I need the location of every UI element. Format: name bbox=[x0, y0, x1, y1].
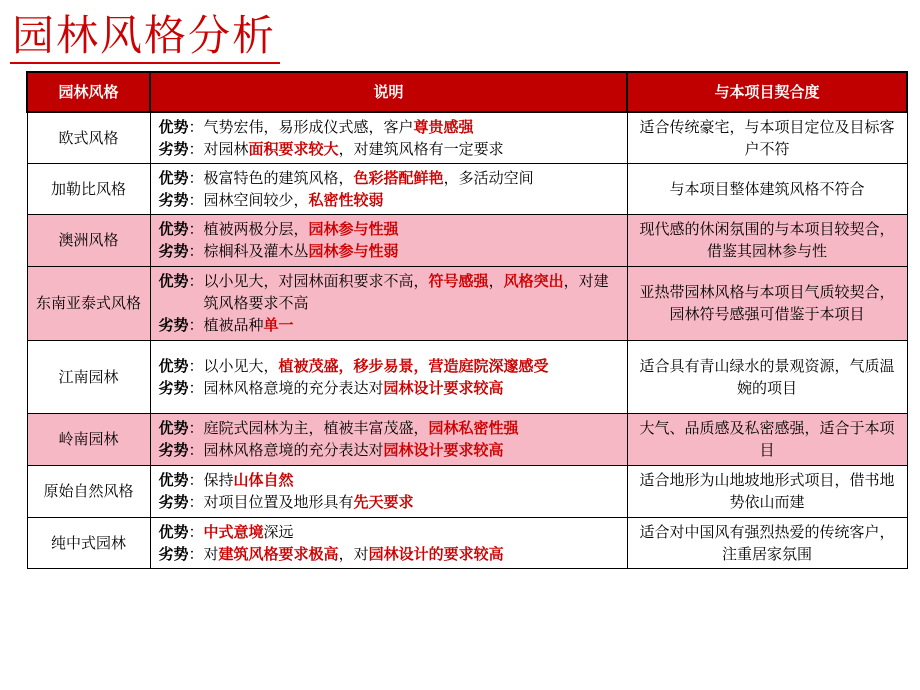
colon: ： bbox=[188, 471, 204, 489]
header-description: 说明 bbox=[150, 72, 627, 112]
plain-text: 对园林 bbox=[203, 139, 249, 158]
plain-text: 园林风格意境的充分表达对 bbox=[203, 378, 384, 397]
description-cell bbox=[150, 266, 627, 340]
highlight-text: 尊贵感强 bbox=[413, 117, 474, 136]
advantage-line bbox=[159, 218, 619, 240]
page-title: 园林风格分析 bbox=[12, 11, 277, 60]
advantage-label: 优势 bbox=[158, 419, 189, 437]
plain-text: ，对建筑风格要求不高 bbox=[203, 272, 609, 312]
plain-text: 保持 bbox=[203, 471, 234, 489]
style-analysis-table bbox=[26, 71, 908, 569]
plain-text: 深远 bbox=[263, 522, 294, 541]
table-row bbox=[27, 340, 907, 413]
advantage-line bbox=[159, 469, 619, 491]
disadvantage-line bbox=[159, 314, 619, 336]
disadvantage-label: 劣势 bbox=[158, 139, 189, 158]
plain-text: 植被品种 bbox=[203, 316, 264, 334]
table-row bbox=[27, 413, 907, 465]
plain-text: 庭院式园林为主，植被丰富茂盛， bbox=[203, 419, 429, 437]
description-cell bbox=[150, 214, 627, 266]
plain-text: ，多活动空间 bbox=[443, 168, 534, 187]
advantage-label: 优势 bbox=[158, 220, 189, 238]
style-name-cell: 江南园林 bbox=[27, 340, 150, 413]
style-name-cell: 澳洲风格 bbox=[27, 214, 150, 266]
colon: ： bbox=[188, 378, 204, 397]
plain-text: 以小见大， bbox=[203, 356, 279, 375]
plain-text: 园林空间较少， bbox=[203, 190, 309, 209]
advantage-label: 优势 bbox=[158, 356, 189, 375]
style-name-cell: 欧式风格 bbox=[27, 112, 150, 163]
highlight-text: 植被茂盛，移步易景，营造庭院深邃感受 bbox=[278, 356, 549, 375]
fit-cell: 适合地形为山地坡地形式项目，借书地势依山而建 bbox=[627, 465, 907, 517]
colon: ： bbox=[188, 139, 204, 158]
style-name-cell: 纯中式园林 bbox=[27, 517, 150, 568]
description-cell bbox=[150, 413, 627, 465]
colon: ： bbox=[188, 272, 204, 290]
advantage-line bbox=[159, 167, 619, 189]
disadvantage-label: 劣势 bbox=[158, 441, 189, 459]
highlight-text: 园林参与性强 bbox=[308, 220, 399, 238]
table-row bbox=[27, 465, 907, 517]
fit-cell: 大气、品质感及私密感强，适合于本项目 bbox=[627, 413, 907, 465]
highlight-text: 符号感强 bbox=[428, 272, 489, 290]
plain-text: 植被两极分层， bbox=[203, 220, 309, 238]
highlight-text: 园林参与性弱 bbox=[308, 242, 399, 260]
highlight-text: 色彩搭配鲜艳 bbox=[353, 168, 444, 187]
disadvantage-line bbox=[159, 491, 619, 513]
table-header-row bbox=[27, 72, 907, 112]
highlight-text: 单一 bbox=[263, 316, 294, 334]
colon: ： bbox=[188, 419, 204, 437]
disadvantage-label: 劣势 bbox=[158, 544, 189, 563]
disadvantage-label: 劣势 bbox=[158, 242, 189, 260]
advantage-line bbox=[159, 355, 619, 377]
disadvantage-label: 劣势 bbox=[158, 316, 189, 334]
plain-text: 园林风格意境的充分表达对 bbox=[203, 441, 384, 459]
disadvantage-line bbox=[159, 138, 619, 160]
plain-text: 极富特色的建筑风格， bbox=[203, 168, 354, 187]
table-row bbox=[27, 163, 907, 214]
colon: ： bbox=[188, 220, 204, 238]
disadvantage-label: 劣势 bbox=[158, 378, 189, 397]
style-name-cell: 加勒比风格 bbox=[27, 163, 150, 214]
plain-text: 气势宏伟，易形成仪式感，客户 bbox=[203, 117, 414, 136]
plain-text: ，对 bbox=[338, 544, 369, 563]
style-name-cell: 原始自然风格 bbox=[27, 465, 150, 517]
colon: ： bbox=[188, 356, 204, 375]
description-cell bbox=[150, 163, 627, 214]
colon: ： bbox=[188, 168, 204, 187]
disadvantage-label: 劣势 bbox=[158, 190, 189, 209]
fit-cell: 适合具有青山绿水的景观资源，气质温婉的项目 bbox=[627, 340, 907, 413]
highlight-text: 园林设计的要求较高 bbox=[368, 544, 504, 563]
fit-cell: 亚热带园林风格与本项目气质较契合，园林符号感强可借鉴于本项目 bbox=[627, 266, 907, 340]
advantage-label: 优势 bbox=[158, 117, 189, 136]
plain-text: 对 bbox=[203, 544, 219, 563]
advantage-line bbox=[159, 270, 619, 314]
highlight-text: 私密性较弱 bbox=[308, 190, 384, 209]
highlight-text: 园林设计要求较高 bbox=[383, 441, 504, 459]
style-name-cell: 东南亚泰式风格 bbox=[27, 266, 150, 340]
highlight-text: 园林设计要求较高 bbox=[383, 378, 504, 397]
advantage-line bbox=[159, 417, 619, 439]
colon: ： bbox=[188, 190, 204, 209]
description-cell bbox=[150, 340, 627, 413]
advantage-line bbox=[159, 116, 619, 138]
disadvantage-line bbox=[159, 439, 619, 461]
disadvantage-line bbox=[159, 377, 619, 399]
advantage-label: 优势 bbox=[158, 522, 189, 541]
highlight-text: 先天要求 bbox=[353, 493, 414, 511]
disadvantage-line bbox=[159, 240, 619, 262]
description-cell bbox=[150, 517, 627, 568]
colon: ： bbox=[188, 316, 204, 334]
disadvantage-line bbox=[159, 189, 619, 211]
highlight-text: 中式意境 bbox=[203, 522, 264, 541]
advantage-label: 优势 bbox=[158, 272, 189, 290]
plain-text: ， bbox=[488, 272, 504, 290]
highlight-text: 山体自然 bbox=[233, 471, 294, 489]
description-cell bbox=[150, 465, 627, 517]
colon: ： bbox=[188, 544, 204, 563]
highlight-text: 建筑风格要求极高 bbox=[218, 544, 339, 563]
plain-text: 对项目位置及地形具有 bbox=[203, 493, 354, 511]
table-row bbox=[27, 517, 907, 568]
table-row bbox=[27, 112, 907, 163]
header-fit: 与本项目契合度 bbox=[627, 72, 907, 112]
colon: ： bbox=[188, 522, 204, 541]
disadvantage-label: 劣势 bbox=[158, 493, 189, 511]
colon: ： bbox=[188, 117, 204, 136]
highlight-text: 风格突出 bbox=[503, 272, 564, 290]
colon: ： bbox=[188, 441, 204, 459]
colon: ： bbox=[188, 493, 204, 511]
advantage-label: 优势 bbox=[158, 168, 189, 187]
highlight-text: 面积要求较大 bbox=[248, 139, 339, 158]
colon: ： bbox=[188, 242, 204, 260]
fit-cell: 适合传统豪宅，与本项目定位及目标客户不符 bbox=[627, 112, 907, 163]
description-cell bbox=[150, 112, 627, 163]
table-row bbox=[27, 266, 907, 340]
header-style: 园林风格 bbox=[27, 72, 150, 112]
plain-text: ，对建筑风格有一定要求 bbox=[338, 139, 504, 158]
fit-cell: 与本项目整体建筑风格不符合 bbox=[627, 163, 907, 214]
plain-text: 棕榈科及灌木丛 bbox=[203, 242, 309, 260]
style-name-cell: 岭南园林 bbox=[27, 413, 150, 465]
fit-cell: 现代感的休闲氛围的与本项目较契合，借鉴其园林参与性 bbox=[627, 214, 907, 266]
advantage-label: 优势 bbox=[158, 471, 189, 489]
fit-cell: 适合对中国风有强烈热爱的传统客户，注重居家氛围 bbox=[627, 517, 907, 568]
disadvantage-line bbox=[159, 543, 619, 565]
advantage-line bbox=[159, 521, 619, 543]
table-row bbox=[27, 214, 907, 266]
title-underline bbox=[10, 62, 280, 64]
plain-text: 以小见大，对园林面积要求不高， bbox=[203, 272, 429, 290]
highlight-text: 园林私密性强 bbox=[428, 419, 519, 437]
